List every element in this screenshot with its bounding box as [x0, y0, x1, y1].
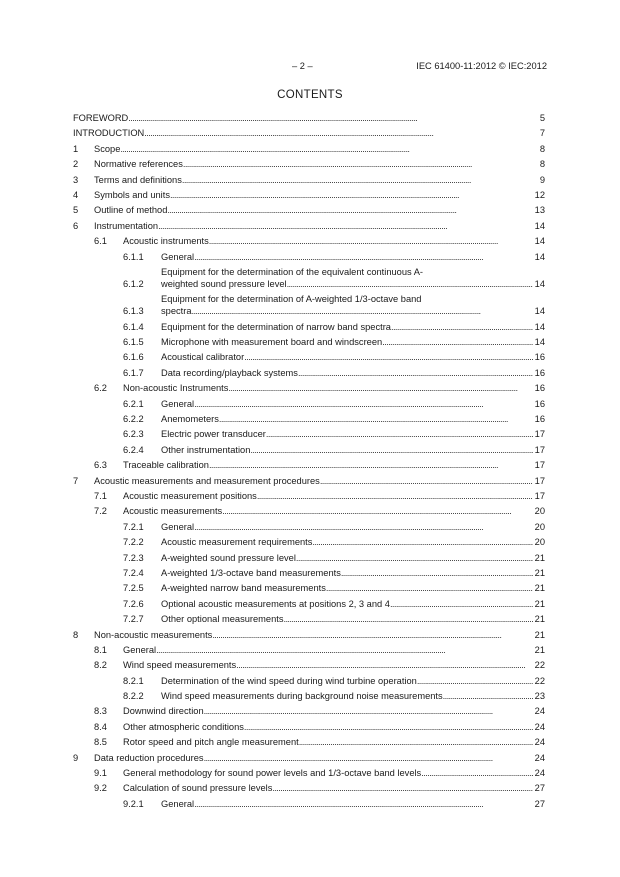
toc-entry-page: 7 [539, 128, 545, 139]
toc-entry-title: Determination of the wind speed during wind turbine operation [161, 675, 417, 686]
toc-entry-number: 4 [73, 189, 79, 200]
toc-entry[interactable] [73, 613, 545, 625]
toc-entry-number: 6.2.2 [123, 414, 144, 425]
toc-entry-number: 7.2.5 [123, 583, 144, 594]
toc-entry-page: 8 [539, 143, 545, 154]
toc-entry-number: 9.2 [94, 783, 107, 794]
toc-entry[interactable] [73, 644, 545, 656]
toc-entry-title: Optional acoustic measurements at positions 2, 3 and 4 [161, 598, 390, 609]
toc-entry-page: 13 [534, 205, 545, 216]
toc-entry-title: Outline of method [94, 205, 168, 216]
toc-entry[interactable] [73, 721, 545, 733]
toc-entry-page: 17 [534, 460, 545, 471]
dot-leader [170, 189, 533, 201]
toc-entry[interactable] [73, 127, 545, 139]
toc-entry-number: 7 [73, 475, 79, 486]
toc-entry-number: 7.2.3 [123, 552, 144, 563]
dot-leader [156, 644, 533, 656]
toc-entry[interactable] [73, 675, 545, 687]
toc-entry[interactable] [73, 536, 545, 548]
dot-leader [341, 567, 533, 579]
dot-leader [320, 475, 533, 487]
toc-entry[interactable] [73, 220, 545, 232]
toc-entry-page: 21 [534, 552, 545, 563]
toc-entry-page: 8 [539, 159, 545, 170]
toc-entry[interactable] [73, 705, 545, 717]
toc-entry-page: 16 [534, 383, 545, 394]
dot-leader [236, 659, 533, 671]
toc-entry-page: 17 [534, 429, 545, 440]
toc-entry-page: 9 [539, 174, 545, 185]
toc-entry-page: 21 [534, 629, 545, 640]
page-header [0, 61, 620, 75]
toc-entry-title: A-weighted sound pressure level [161, 552, 296, 563]
toc-entry-page: 12 [534, 189, 545, 200]
toc-entry-title: Data reduction procedures [94, 752, 204, 763]
toc-entry[interactable] [73, 174, 545, 186]
toc-entry[interactable] [73, 736, 545, 748]
toc-entry-title: Wind speed measurements [123, 660, 237, 671]
dot-leader [299, 736, 533, 748]
toc-entry-title: Anemometers [161, 414, 219, 425]
toc-entry[interactable] [73, 690, 545, 702]
toc-entry-number: 7.2.7 [123, 614, 144, 625]
dot-leader [272, 782, 533, 794]
toc-entry-number: 6.2.3 [123, 429, 144, 440]
toc-entry-page: 14 [534, 278, 545, 289]
toc-entry-page: 16 [534, 352, 545, 363]
toc-entry-page: 21 [534, 644, 545, 655]
toc-entry-title: Non-acoustic Instruments [123, 383, 229, 394]
dot-leader [183, 158, 533, 170]
dot-leader [204, 752, 533, 764]
toc-entry-number: 6.1 [94, 236, 107, 247]
toc-entry-number: 7.2.2 [123, 537, 144, 548]
dot-leader [212, 629, 533, 641]
toc-entry-title: Equipment for the determination of the equivalent continuous A- [161, 266, 424, 277]
toc-entry-title: Wind speed measurements during background noise measurements [161, 691, 443, 702]
toc-entry[interactable] [73, 505, 545, 517]
dot-leader [144, 127, 533, 139]
toc-entry-title: Terms and definitions [94, 174, 182, 185]
toc-entry-title: General [161, 251, 195, 262]
toc-entry[interactable] [73, 336, 545, 348]
toc-entry-number: 7.2.6 [123, 598, 144, 609]
toc-entry-title: A-weighted 1/3-octave band measurements [161, 567, 341, 578]
toc-entry[interactable] [73, 112, 545, 124]
toc-entry-page: 22 [534, 675, 545, 686]
dot-leader [192, 305, 534, 317]
dot-leader [209, 235, 533, 247]
toc-entry-title: Microphone with measurement board and windscreen [161, 337, 383, 348]
toc-entry-title: General methodology for sound power levels and 1/3-octave band levels [123, 768, 422, 779]
toc-entry-number: 6 [73, 220, 79, 231]
toc-entry[interactable] [73, 521, 545, 533]
toc-entry-title: Electric power transducer [161, 429, 266, 440]
toc-entry[interactable] [73, 752, 545, 764]
toc-entry-page: 14 [534, 220, 545, 231]
toc-entry[interactable] [73, 428, 545, 440]
toc-entry[interactable] [73, 782, 545, 794]
toc-entry-number: 6.2.1 [123, 398, 144, 409]
toc-entry[interactable] [73, 266, 545, 290]
toc-entry[interactable] [73, 235, 545, 247]
dot-leader [443, 690, 533, 702]
toc-entry-number: 8.2.1 [123, 675, 144, 686]
toc-entry-title: Acoustical calibrator [161, 352, 245, 363]
dot-leader [219, 413, 533, 425]
toc-entry-page: 21 [534, 614, 545, 625]
toc-entry[interactable] [73, 767, 545, 779]
toc-entry-title: Calculation of sound pressure levels [123, 783, 273, 794]
toc-entry-title: Other instrumentation [161, 444, 251, 455]
toc-entry[interactable] [73, 475, 545, 487]
toc-entry-title: Other optional measurements [161, 614, 284, 625]
dot-leader [204, 705, 533, 717]
toc-entry-page: 17 [534, 475, 545, 486]
toc-entry[interactable] [73, 189, 545, 201]
toc-entry-page: 27 [534, 783, 545, 794]
toc-entry[interactable] [73, 293, 545, 317]
toc-entry-number: 8 [73, 629, 79, 640]
dot-leader [194, 521, 533, 533]
toc-entry-title: Normative references [94, 159, 183, 170]
toc-entry-number: 1 [73, 143, 79, 154]
toc-entry[interactable] [73, 351, 545, 363]
toc-entry[interactable] [73, 459, 545, 471]
toc-entry-title: Non-acoustic measurements [94, 629, 213, 640]
toc-entry-number: 6.2 [94, 383, 107, 394]
toc-entry-number: 6.1.7 [123, 367, 144, 378]
toc-entry-page: 16 [534, 414, 545, 425]
dot-leader [182, 174, 533, 186]
toc-entry-title: Instrumentation [94, 220, 159, 231]
toc-entry-number: 9 [73, 752, 79, 763]
dot-leader [244, 721, 533, 733]
toc-entry-page: 14 [534, 306, 545, 317]
dot-leader [228, 382, 533, 394]
toc-entry-title: Acoustic measurements [123, 506, 223, 517]
toc-entry-page: 17 [534, 490, 545, 501]
toc-entry-number: 8.2.2 [123, 691, 144, 702]
toc-entry-number: 3 [73, 174, 79, 185]
toc-entry-page: 14 [534, 251, 545, 262]
toc-entry-number: 8.2 [94, 660, 107, 671]
dot-leader [287, 278, 533, 290]
dot-leader [244, 351, 533, 363]
toc-entry-page: 24 [534, 768, 545, 779]
toc-entry-number: 7.2.4 [123, 567, 144, 578]
toc-entry-title: Scope [94, 143, 121, 154]
toc-entry[interactable] [73, 321, 545, 333]
toc-entry-title: Equipment for the determination of narrow band spectra [161, 321, 391, 332]
toc-entry-page: 27 [534, 798, 545, 809]
dot-leader [390, 598, 533, 610]
toc-entry-number: 8.1 [94, 644, 107, 655]
dot-leader [194, 398, 533, 410]
toc-entry[interactable] [73, 552, 545, 564]
dot-leader [250, 444, 533, 456]
toc-entry-page: 16 [534, 398, 545, 409]
dot-leader [120, 143, 533, 155]
toc-entry-page: 24 [534, 752, 545, 763]
toc-entry-title: Acoustic instruments [123, 236, 209, 247]
toc-entry[interactable] [73, 251, 545, 263]
toc-entry-page: 21 [534, 598, 545, 609]
toc-entry[interactable] [73, 143, 545, 155]
toc-entry-number: 6.1.2 [123, 278, 144, 289]
toc-entry-title: Acoustic measurement requirements [161, 537, 313, 548]
toc-entry-number: 7.2.1 [123, 521, 144, 532]
standard-reference: IEC 61400-11:2012 © IEC:2012 [416, 61, 547, 71]
toc-entry[interactable] [73, 367, 545, 379]
toc-entry-title: INTRODUCTION [73, 128, 145, 139]
toc-entry[interactable] [73, 413, 545, 425]
toc-entry[interactable] [73, 398, 545, 410]
dot-leader [326, 582, 533, 594]
toc-entry-number: 9.2.1 [123, 798, 144, 809]
toc-entry-number: 6.1.5 [123, 337, 144, 348]
toc-entry-page: 21 [534, 583, 545, 594]
toc-entry-page: 5 [539, 113, 545, 123]
toc-entry-page: 14 [534, 337, 545, 348]
toc-entry-title: Symbols and units [94, 189, 170, 200]
dot-leader [298, 367, 533, 379]
toc-entry-number: 8.3 [94, 706, 107, 717]
toc-entry[interactable] [73, 629, 545, 641]
toc-entry-title: Other atmospheric conditions [123, 721, 244, 732]
dot-leader [382, 336, 533, 348]
toc-entry-page: 21 [534, 567, 545, 578]
dot-leader [266, 428, 533, 440]
toc-entry-title: General [161, 398, 195, 409]
toc-entry-title: Acoustic measurements and measurement procedures [94, 475, 320, 486]
toc-entry-number: 6.1.1 [123, 251, 144, 262]
toc-entry-title: General [161, 798, 195, 809]
toc-entry-page: 24 [534, 721, 545, 732]
toc-entry-page: 14 [534, 321, 545, 332]
toc-entry[interactable] [73, 490, 545, 502]
toc-entry-title: Equipment for the determination of A-weighted 1/3-octave band [161, 294, 422, 305]
table-of-contents [73, 112, 545, 813]
toc-entry-page: 14 [534, 236, 545, 247]
dot-leader [158, 220, 533, 232]
dot-leader [222, 505, 533, 517]
dot-leader [257, 490, 533, 502]
toc-entry-page: 23 [534, 691, 545, 702]
toc-entry-number: 6.2.4 [123, 444, 144, 455]
toc-entry-title: FOREWORD [73, 113, 129, 123]
toc-entry-page: 20 [534, 506, 545, 517]
toc-entry[interactable] [73, 567, 545, 579]
dot-leader [209, 459, 533, 471]
dot-leader [194, 251, 533, 263]
contents-title: CONTENTS [277, 89, 343, 101]
toc-entry[interactable] [73, 582, 545, 594]
dot-leader [391, 321, 533, 333]
toc-entry-number: 6.1.6 [123, 352, 144, 363]
toc-entry-title: Downwind direction [123, 706, 204, 717]
dot-leader [128, 112, 533, 124]
toc-entry[interactable] [73, 444, 545, 456]
toc-entry-page: 24 [534, 706, 545, 717]
toc-entry-title-continued: weighted sound pressure level [161, 278, 287, 289]
page-number: – 2 – [292, 61, 313, 71]
toc-entry-title: General [123, 644, 157, 655]
toc-entry-number: 6.1.4 [123, 321, 144, 332]
toc-entry-number: 7.1 [94, 490, 107, 501]
dot-leader [167, 204, 533, 216]
toc-entry-page: 24 [534, 737, 545, 748]
toc-entry-number: 7.2 [94, 506, 107, 517]
toc-entry-page: 22 [534, 660, 545, 671]
toc-entry-number: 2 [73, 159, 79, 170]
toc-entry-page: 20 [534, 537, 545, 548]
toc-entry-page: 16 [534, 367, 545, 378]
toc-entry-title: Acoustic measurement positions [123, 490, 257, 501]
dot-leader [312, 536, 533, 548]
toc-entry-number: 8.5 [94, 737, 107, 748]
toc-entry-title: Traceable calibration [123, 460, 209, 471]
toc-entry-title: Rotor speed and pitch angle measurement [123, 737, 299, 748]
toc-entry[interactable] [73, 598, 545, 610]
dot-leader [421, 767, 533, 779]
dot-leader [283, 613, 533, 625]
toc-entry-page: 17 [534, 444, 545, 455]
toc-entry-number: 6.3 [94, 460, 107, 471]
toc-entry-number: 5 [73, 205, 79, 216]
toc-entry[interactable] [73, 382, 545, 394]
dot-leader [296, 552, 533, 564]
dot-leader [417, 675, 533, 687]
toc-entry[interactable] [73, 204, 545, 216]
toc-entry-title: A-weighted narrow band measurements [161, 583, 326, 594]
toc-entry-title: General [161, 521, 195, 532]
toc-entry-number: 9.1 [94, 768, 107, 779]
toc-entry[interactable] [73, 158, 545, 170]
dot-leader [194, 798, 533, 810]
toc-entry-number: 6.1.3 [123, 306, 144, 317]
toc-entry-page: 20 [534, 521, 545, 532]
toc-entry[interactable] [73, 798, 545, 810]
toc-entry-number: 8.4 [94, 721, 107, 732]
toc-entry-title: Data recording/playback systems [161, 367, 298, 378]
toc-entry-title-continued: spectra [161, 306, 192, 317]
toc-entry[interactable] [73, 659, 545, 671]
